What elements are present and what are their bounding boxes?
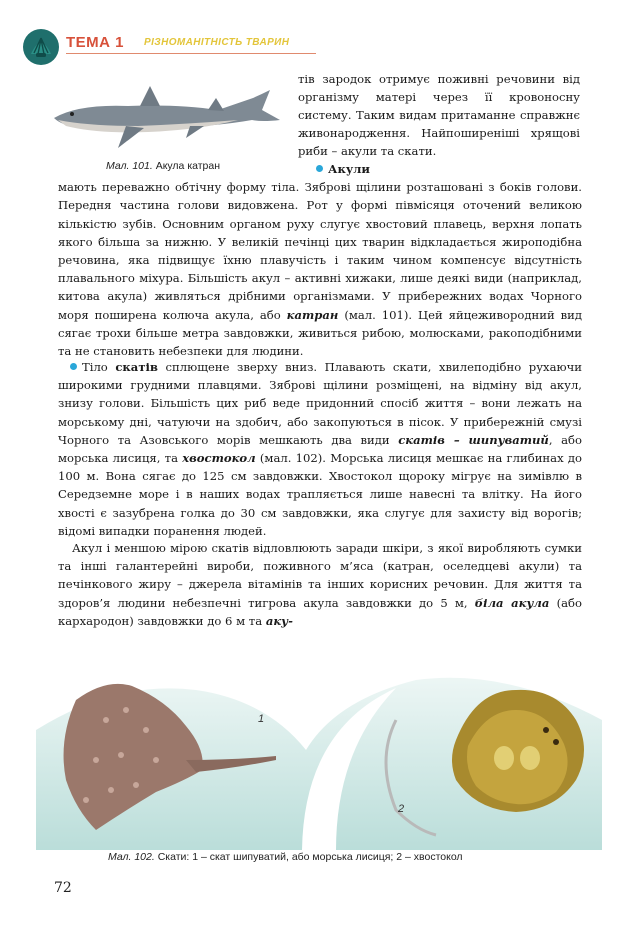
term-katran: катран [286, 307, 339, 322]
shell-logo-icon [22, 28, 60, 66]
usage-tail: аку- [265, 613, 293, 628]
term-white-shark: біла акула [474, 595, 550, 610]
figure-102-text: Скати: 1 – скат шипуватий, або морська лисиця; 2 – хвостокол [154, 851, 463, 863]
sharks-lead: Акули [328, 162, 371, 176]
figure-101-label: Мал. 101. [106, 160, 153, 172]
term-stingray: хвостокол [182, 451, 256, 466]
header-rule [66, 53, 316, 54]
page-number: 72 [54, 880, 72, 896]
rays-text-3: (мал. 102). Морська лисиця мешкає на глибинах до 100 м. Вона сягає до 125 см завдовжки. Хвостокол щороку мігрує на зимівлю в Середземне море і в наших водах трапляється лише навесні та влітку. На його хвості є зазубрена голка до 30 см завдовжки, яка слугує для захисту від ворогів; відомі випадки поранення людей. [58, 451, 582, 538]
figure-102-label: Мал. 102. [108, 851, 155, 863]
usage-paragraph [58, 539, 582, 630]
theme-label: ТЕМА 1 [66, 34, 125, 51]
sharks-text-1: мають переважно обтічну форму тіла. Зяброві щілини розташовані з боків голови. Передня частина голови видовжена. Рот у формі півмісяця оточений великою кількістю зубів. Основним органом руху слугує хвостовий плавець, верхня лопать якого більша за нижню. У великій печінці цих тварин відкладається жироподібна речовина, яка підвищує їхню плавучість і таким чином компенсує відсутність плавального міхура. Більшість акул – активні хижаки, лише деякі види (наприклад, китова акула) живляться дрібними організмами. У прибережних водах Чорного моря поширена колюча акула, або [58, 180, 582, 322]
rays-paragraph [58, 358, 582, 540]
chapter-header [22, 28, 622, 68]
usage-text-1: Акул і меншою мірою скатів відловлюють заради шкіри, з якої виробляють сумки та інші галантерейні вироби, поживного м’яса (катран, оселедцеві акули) та печінкового жиру – джерела вітамінів та інших корисних речовин. Для життя та здоров’я людини небезпечні тигрова акула завдовжки до 5 м, [58, 541, 582, 610]
rays-lead: скатів [115, 360, 158, 374]
bullet-icon [316, 165, 323, 172]
rays-text-2: , або морська лисиця, та [58, 432, 582, 466]
figure-102-label-1: 1 [258, 713, 265, 725]
theme-title: РІЗНОМАНІТНІСТЬ ТВАРИН [144, 37, 290, 48]
figure-102-caption [108, 851, 463, 863]
figure-101-text: Акула катран [152, 160, 221, 172]
shark-katran-image [48, 74, 288, 156]
intro-paragraph: тів зародок отримує поживні речовини від організму матері через її кровоносну систему. Таким видам притаманне справжнє живонародження. Найпоширеніші хрящові риби – акули та скати. [298, 72, 580, 158]
rays-pre: Тіло [82, 360, 116, 374]
usage-text-2: (або кархародон) завдовжки до 6 м та [58, 595, 582, 628]
term-ray-spiny: скатів – шипуватий [398, 432, 549, 447]
rays-figure [36, 660, 602, 850]
sharks-text-2: (мал. 101). Цей яйцеживородний вид сягає трохи більше метра завдовжки, живиться рибою, молюсками, ракоподібними та не становить небезпеки для людини. [58, 307, 583, 359]
sharks-paragraph [58, 160, 582, 360]
bullet-icon [70, 363, 77, 370]
rays-text-1: сплющене зверху вниз. Плавають скати, хвилеподібно рухаючи широкими грудними плавцями. Зяброві щілини розміщені, на відміну від акул, знизу голови. Більшість цих риб веде придонний спосіб життя – вони лежать на морському дні, чатуючи на здобич, або закопуються в пісок. У прибережній смузі Чорного та Азовського морів мешкають два види [58, 360, 582, 447]
figure-102-label-2: 2 [398, 803, 405, 815]
